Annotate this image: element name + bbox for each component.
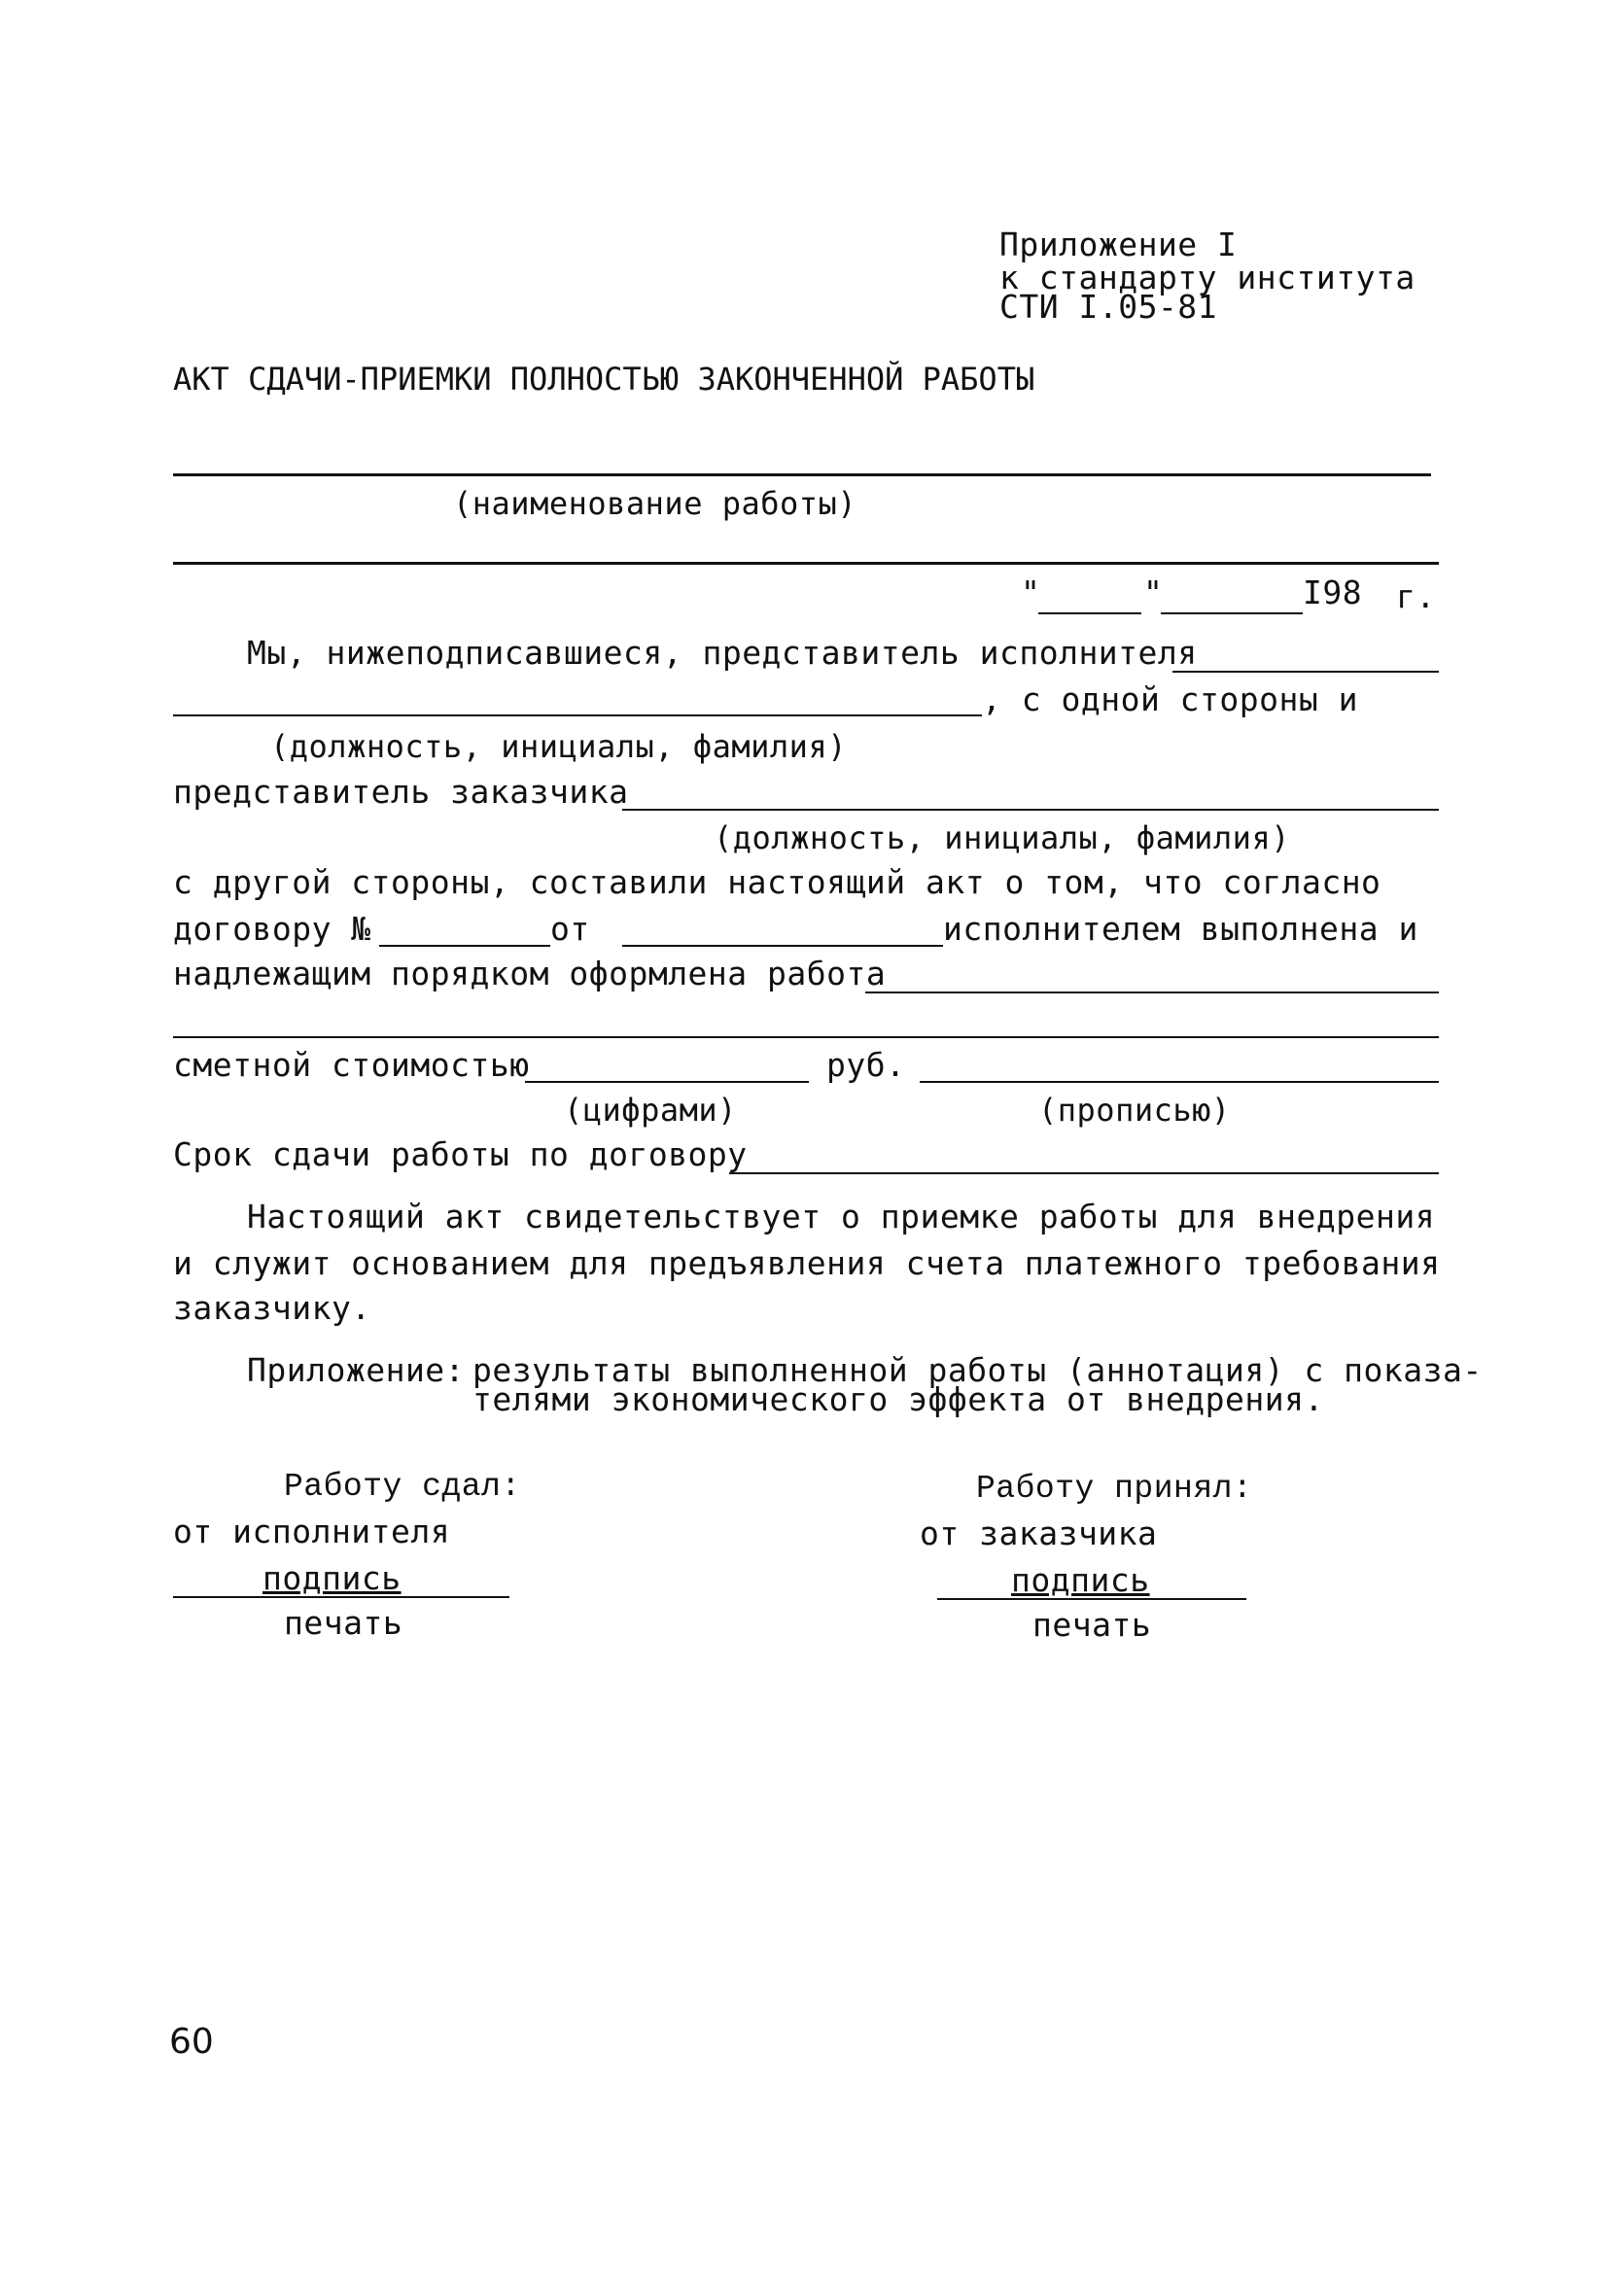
customer-rep-label: представитель заказчика	[173, 773, 629, 811]
contract-no-label: договору №	[173, 910, 371, 948]
work-name-line-2	[173, 562, 1439, 565]
performed-text: исполнителем выполнена и	[943, 910, 1418, 948]
left-signature-label: подпись	[262, 1559, 402, 1597]
para2-line2: и служит основанием для предъявления счета платежного требования	[173, 1244, 1441, 1282]
position-caption-1: (должность, инициалы, фамилия)	[270, 728, 847, 765]
right-sign-from: от заказчика	[920, 1514, 1158, 1552]
para1-start: Мы, нижеподписавшиеся, представитель исполнителя	[247, 634, 1198, 672]
deadline-label: Срок сдачи работы по договору	[173, 1135, 748, 1173]
deadline-line	[729, 1172, 1439, 1174]
contract-no-line	[379, 945, 550, 947]
date-quote-close: "	[1143, 574, 1164, 611]
right-sign-title: Работу принял:	[976, 1471, 1253, 1507]
contractor-rep-line-2	[173, 714, 982, 716]
properly-done-label: надлежащим порядком оформлена работа	[173, 955, 887, 992]
rub-label: руб.	[826, 1046, 906, 1084]
left-seal-label: печать	[284, 1604, 403, 1642]
work-desc-line-1	[865, 991, 1439, 993]
other-side-text: с другой стороны, составили настоящий акт о том, что согласно	[173, 863, 1381, 901]
position-caption-2: (должность, инициалы, фамилия)	[714, 819, 1290, 856]
appendix-line1: результаты выполненной работы (аннотация) с показа-	[472, 1351, 1483, 1389]
cost-words-line	[920, 1081, 1439, 1083]
right-signature-label: подпись	[1011, 1561, 1150, 1599]
appendix-header-line2: к стандарту института	[999, 259, 1416, 296]
one-side-text: , с одной стороны и	[982, 680, 1358, 718]
contract-date-line	[622, 945, 943, 947]
customer-rep-line	[622, 809, 1439, 811]
caption-words: (прописью)	[1038, 1092, 1231, 1129]
para2-line1: Настоящий акт свидетельствует о приемке работы для внедрения	[247, 1198, 1436, 1235]
contractor-rep-line-1	[1172, 671, 1439, 673]
right-seal-label: печать	[1032, 1606, 1152, 1644]
date-month-line	[1161, 612, 1303, 614]
left-sign-title: Работу сдал:	[284, 1469, 521, 1505]
contract-from-label: от	[550, 910, 590, 948]
page-number: 60	[169, 2022, 214, 2062]
left-sign-from: от исполнителя	[173, 1513, 451, 1550]
date-quote-open: "	[1021, 574, 1041, 611]
cost-digits-line	[525, 1081, 809, 1083]
date-year-prefix: I98	[1303, 574, 1363, 611]
appendix-label: Приложение:	[247, 1351, 466, 1389]
caption-digits: (цифрами)	[564, 1092, 737, 1129]
work-name-line	[173, 473, 1431, 476]
appendix-header-line3: СТИ I.05-81	[999, 288, 1218, 326]
appendix-header-line1: Приложение I	[999, 226, 1238, 263]
right-signature-line	[937, 1598, 1246, 1600]
estimate-cost-label: сметной стоимостью	[173, 1046, 530, 1084]
date-year-suffix: г.	[1396, 577, 1436, 615]
document-title: АКТ СДАЧИ-ПРИЕМКИ ПОЛНОСТЬЮ ЗАКОНЧЕННОЙ РАБОТЫ	[173, 361, 1035, 398]
work-desc-line-2	[173, 1036, 1439, 1038]
date-day-line	[1038, 612, 1141, 614]
appendix-line2: телями экономического эффекта от внедрения.	[472, 1380, 1324, 1418]
work-name-caption: (наименование работы)	[453, 485, 857, 522]
para2-line3: заказчику.	[173, 1289, 371, 1327]
left-signature-line	[173, 1596, 509, 1598]
